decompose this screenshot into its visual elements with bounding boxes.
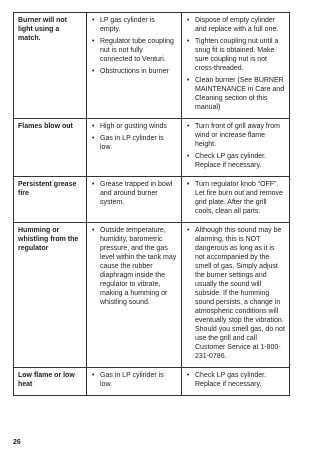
solution-text: Turn front of grill away from wind or increase flame height. [195,123,280,148]
cause-text: Gas in LP cylinder is low. [100,372,164,388]
solution-list [186,16,285,112]
bullet-icon: • [187,17,190,24]
cause-item [91,226,177,307]
problem-cell [14,177,87,223]
solution-text: Check LP gas cylinder. Replace if necessary. [195,372,267,388]
troubleshooting-table [13,12,290,396]
problem-cell [14,223,87,368]
bullet-icon: • [187,181,190,188]
bullet-icon: • [92,227,95,234]
solution-item [186,37,285,73]
solution-list [186,180,285,216]
bullet-icon: • [187,38,190,45]
bullet-icon: • [92,135,95,142]
solution-item [186,226,285,361]
cause-text: Gas in LP cylinder is low. [100,135,164,151]
table-row [14,119,290,177]
solution-item [186,152,285,170]
cause-list [91,180,177,207]
solution-cell [182,223,290,368]
solution-text: Turn regulator knob “OFF”. Let fire burn out and remove grid plate. After the grill cools, clean all parts. [195,181,283,215]
solution-item [186,371,285,389]
solution-text: Dispose of empty cylinder and replace with a full one. [195,17,279,33]
problem-text: Burner will not light using a match. [18,17,67,42]
cause-item [91,180,177,207]
solution-item [186,16,285,34]
page-number: 26 [13,439,21,446]
cause-list [91,226,177,307]
cause-item [91,37,177,64]
cause-cell [87,368,182,396]
solution-cell [182,119,290,177]
cause-cell [87,223,182,368]
bullet-icon: • [92,181,95,188]
problem-text: Low flame or low heat [18,372,75,388]
bullet-icon: • [187,227,190,234]
table-row [14,177,290,223]
problem-cell [14,368,87,396]
cause-text: Outside temperature, humidity, barometric pressure, and the gas level within the tank may cause the rubber diaphragm inside the regulator to vibrate, making a humming or whistling sound. [100,227,177,306]
bullet-icon: • [92,17,95,24]
bullet-icon: • [187,123,190,130]
solution-list [186,226,285,361]
solution-cell [182,177,290,223]
solution-list [186,122,285,170]
cause-text: LP gas cylinder is empty. [100,17,155,33]
cause-list [91,16,177,76]
solution-text: Clean burner (See BURNER MAINTENANCE in Care and Cleaning section of this manual) [195,77,285,111]
solution-text: Check LP gas cylinder. Replace if necessary. [195,153,267,169]
solution-item [186,76,285,112]
troubleshooting-rows [14,13,290,396]
problem-cell [14,119,87,177]
cause-cell [87,119,182,177]
problem-text: Flames blow out [18,123,73,130]
bullet-icon: • [187,153,190,160]
cause-item [91,67,177,76]
solution-text: Tighten coupling nut until a snug fit is obtained. Make sure coupling nut is not cross-threaded. [195,38,279,72]
solution-item [186,122,285,149]
cause-cell [87,13,182,119]
cause-text: High or gusting winds [100,123,167,130]
cause-item [91,122,177,131]
solution-list [186,371,285,389]
cause-item [91,371,177,389]
problem-text: Humming or whistling from the regulator [18,227,79,252]
solution-item [186,180,285,216]
solution-cell [182,13,290,119]
cause-cell [87,177,182,223]
table-row [14,368,290,396]
bullet-icon: • [92,123,95,130]
cause-text: Grease trapped in bowl and around burner system. [100,181,173,206]
bullet-icon: • [92,68,95,75]
bullet-icon: • [187,77,190,84]
solution-cell [182,368,290,396]
cause-text: Regulator tube coupling nut is not fully connected to Venturi. [100,38,174,63]
cause-list [91,371,177,389]
bullet-icon: • [187,372,190,379]
problem-text: Persistent grease fire [18,181,77,197]
bullet-icon: • [92,372,95,379]
problem-cell [14,13,87,119]
bullet-icon: • [92,38,95,45]
table-row [14,223,290,368]
cause-list [91,122,177,152]
table-row [14,13,290,119]
cause-item [91,16,177,34]
cause-item [91,134,177,152]
solution-text: Although this sound may be alarming, this is NOT dangerous as long as it is not accompanied by the smell of gas. Simply adjust the burner settings and usually the sound will subside. If the humming sound persists, a change in atmospheric conditions will eventually stop the vibration. Should you smell gas, do not use the grill and call Customer Service at 1-800-231-0786. [195,227,285,360]
cause-text: Obstructions in burner [100,68,169,75]
